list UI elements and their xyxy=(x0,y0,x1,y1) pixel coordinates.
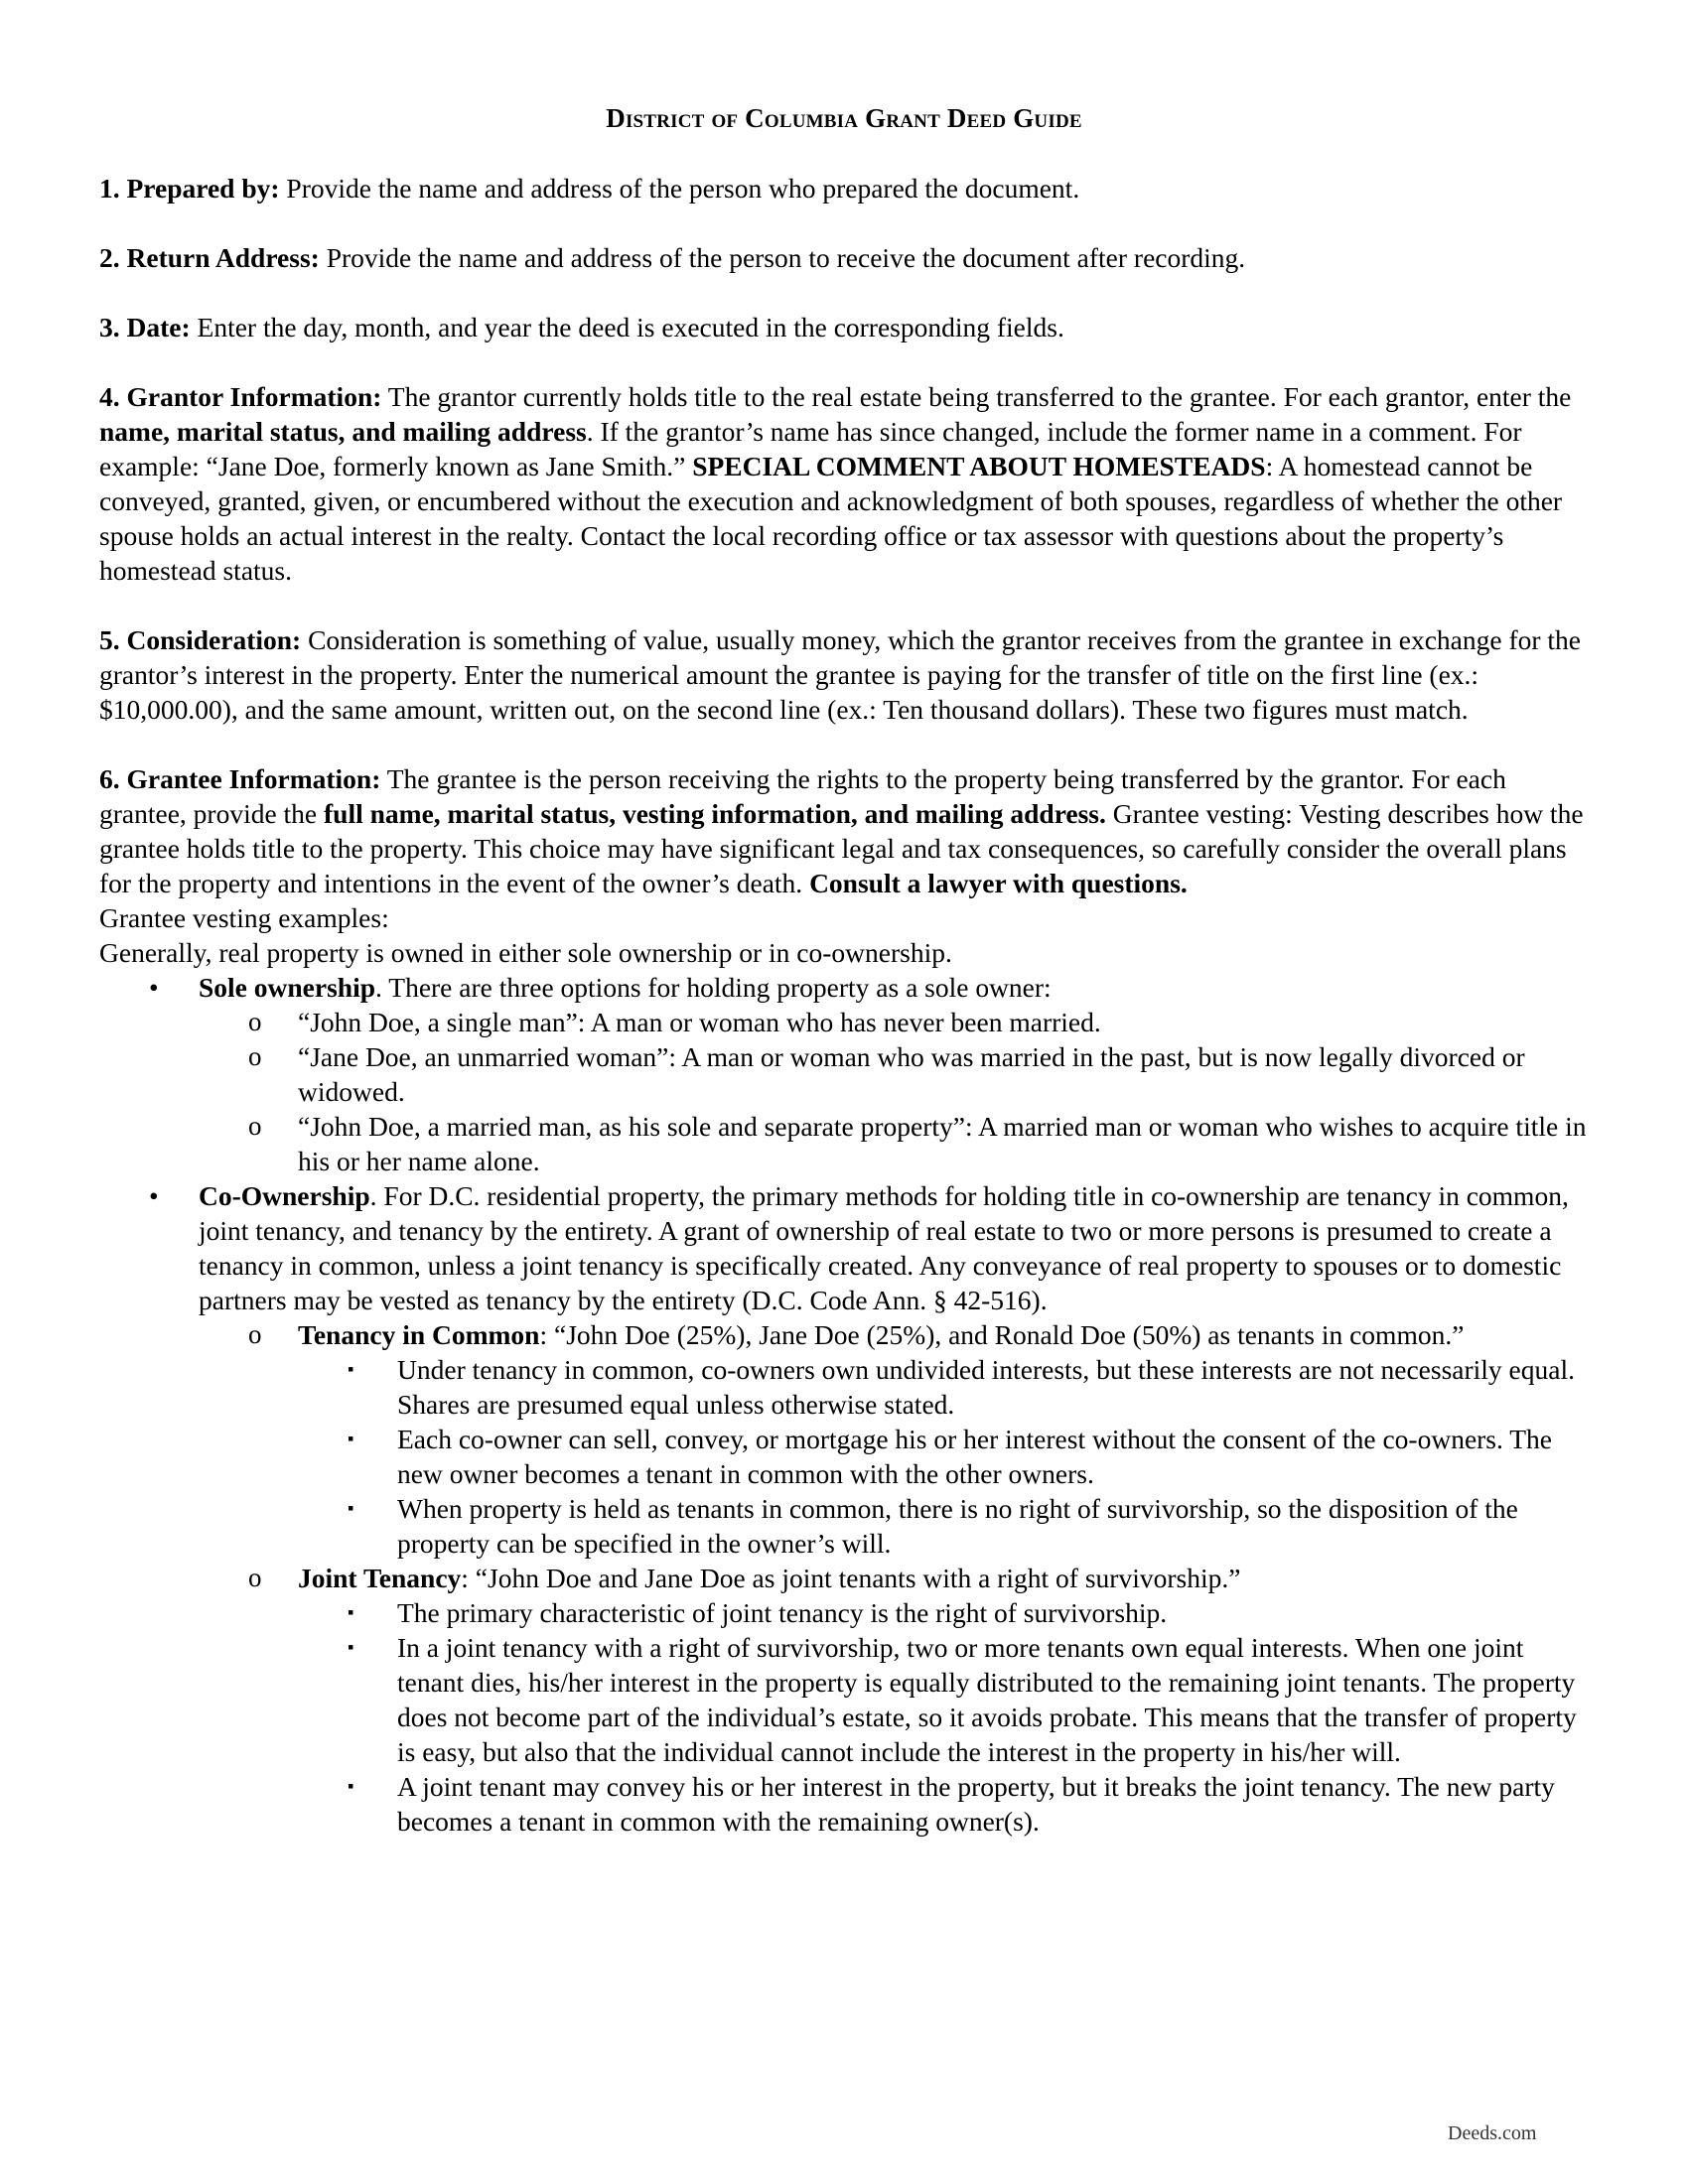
list-item-label: Tenancy in Common xyxy=(298,1319,540,1350)
list-item-text: : “John Doe (25%), Jane Doe (25%), and Ronald Doe (50%) as tenants in common.” xyxy=(539,1319,1465,1350)
list-item-text: “Jane Doe, an unmarried woman”: A man or woman who was married in the past, but is now legally divorced or widowed. xyxy=(298,1041,1525,1107)
section-return-address xyxy=(99,240,1589,275)
section-text: . If the grantor’s name has since changed, include the former name in a comment. For example: “Jane Doe, formerly known as Jane Smith.” xyxy=(99,416,1522,481)
list-item-text: “John Doe, a single man”: A man or woman who has never been married. xyxy=(298,1007,1101,1037)
list-item-text: . There are three options for holding property as a sole owner: xyxy=(375,972,1052,1003)
list-item xyxy=(298,1352,1589,1422)
section-label: 6. Grantee Information: xyxy=(99,763,381,794)
square-bullet-icon: ▪ xyxy=(348,1776,354,1796)
tenancy-in-common-details xyxy=(298,1352,1589,1561)
section-label: 4. Grantor Information: xyxy=(99,381,382,412)
list-item-text: A joint tenant may convey his or her interest in the property, but it breaks the joint tenancy. The new party becomes a tenant in common with the remaining owner(s). xyxy=(397,1771,1555,1837)
section-text: Enter the day, month, and year the deed is executed in the corresponding fields. xyxy=(190,312,1064,342)
emphasis-text: name, marital status, and mailing address xyxy=(99,416,587,447)
section-text: : A homestead cannot be conveyed, granted, given, or encumbered without the execution and acknowledgment of both spouses, regardless of whether the other spouse holds an actual interest in the realty. Contact the local recording office or tax assessor with questions about the property’s homestead status. xyxy=(99,451,1563,586)
square-bullet-icon: ▪ xyxy=(348,1429,354,1448)
section-text: Provide the name and address of the person who prepared the document. xyxy=(279,173,1080,204)
list-item-label: Co-Ownership xyxy=(199,1180,370,1211)
list-item xyxy=(199,1109,1589,1178)
section-label: 2. Return Address: xyxy=(99,242,320,273)
circle-bullet-icon: o xyxy=(248,1111,262,1141)
square-bullet-icon: ▪ xyxy=(348,1602,354,1622)
square-bullet-icon: ▪ xyxy=(348,1359,354,1379)
section-grantee-information xyxy=(99,761,1589,900)
emphasis-text: Consult a lawyer with questions. xyxy=(809,868,1188,898)
list-item-text: When property is held as tenants in common, there is no right of survivorship, so the disposition of the property can be specified in the owner’s will. xyxy=(397,1493,1518,1559)
circle-bullet-icon: o xyxy=(248,1041,262,1071)
list-item-label: Sole ownership xyxy=(199,972,376,1003)
vesting-examples-heading: Grantee vesting examples: xyxy=(99,902,389,933)
list-item-label: Joint Tenancy xyxy=(298,1563,462,1593)
section-label: 3. Date: xyxy=(99,312,191,342)
section-text: Consideration is something of value, usually money, which the grantor receives from the grantee in exchange for the grantor’s interest in the property. Enter the numerical amount the grantee is paying for the transfer of title on the first line (ex.: $10,000.00), and the same amount, written out, on the second line (ex.: Ten thousand dollars). These two figures must match. xyxy=(99,624,1581,725)
section-text: The grantee is the person receiving the rights to the property being transferred by the grantor. For each grantee, provide the xyxy=(99,763,1506,829)
square-bullet-icon: ▪ xyxy=(348,1637,354,1657)
emphasis-text: SPECIAL COMMENT ABOUT HOMESTEADS xyxy=(692,451,1266,481)
footer-brand: Deeds.com xyxy=(1448,2122,1537,2144)
section-prepared-by xyxy=(99,171,1589,205)
list-item xyxy=(298,1491,1589,1561)
document-body xyxy=(99,101,1589,1839)
list-item-joint-tenancy xyxy=(199,1561,1589,1839)
section-consideration xyxy=(99,622,1589,727)
document-title: District of Columbia Grant Deed Guide xyxy=(606,103,1082,133)
list-item xyxy=(298,1595,1589,1630)
emphasis-text: full name, marital status, vesting information, and mailing address. xyxy=(324,798,1106,829)
section-label: 5. Consideration: xyxy=(99,624,302,655)
list-item-text: . For D.C. residential property, the primary methods for holding title in co-ownership are tenancy in common, joint tenancy, and tenancy by the entirety. A grant of ownership of real estate to two or more persons is presumed to create a tenancy in common, unless a joint tenancy is specifically created. Any conveyance of real property to spouses or to domestic partners may be vested as tenancy by the entirety (D.C. Code Ann. § 42-516). xyxy=(199,1180,1569,1315)
list-item-sole-ownership xyxy=(99,970,1589,1178)
list-item-text: : “John Doe and Jane Doe as joint tenants with a right of survivorship.” xyxy=(461,1563,1241,1593)
bullet-icon: • xyxy=(149,972,159,1003)
list-item xyxy=(298,1422,1589,1491)
list-item xyxy=(199,1005,1589,1039)
list-item-tenancy-in-common xyxy=(199,1317,1589,1561)
list-item xyxy=(298,1769,1589,1839)
list-item-text: Under tenancy in common, co-owners own undivided interests, but these interests are not necessarily equal. Shares are presumed equal unless otherwise stated. xyxy=(397,1354,1575,1420)
joint-tenancy-details xyxy=(298,1595,1589,1839)
bullet-icon: • xyxy=(149,1180,159,1211)
section-text: The grantor currently holds title to the real estate being transferred to the grantee. For each grantor, enter the xyxy=(381,381,1572,412)
list-item-text: The primary characteristic of joint tenancy is the right of survivorship. xyxy=(397,1597,1168,1628)
circle-bullet-icon: o xyxy=(248,1563,262,1592)
co-ownership-types-list xyxy=(199,1317,1589,1839)
sole-options-list xyxy=(199,1005,1589,1178)
section-date xyxy=(99,310,1589,344)
section-text: Provide the name and address of the person to receive the document after recording. xyxy=(319,242,1246,273)
ownership-list xyxy=(99,970,1589,1839)
list-item xyxy=(298,1630,1589,1769)
circle-bullet-icon: o xyxy=(248,1007,262,1036)
ownership-intro: Generally, real property is owned in either sole ownership or in co-ownership. xyxy=(99,937,952,968)
list-item-co-ownership xyxy=(99,1178,1589,1839)
square-bullet-icon: ▪ xyxy=(348,1498,354,1518)
section-grantor-information xyxy=(99,379,1589,588)
list-item-text: “John Doe, a married man, as his sole and separate property”: A married man or woman who wishes to acquire title in his or her name alone. xyxy=(298,1111,1587,1176)
list-item-text: In a joint tenancy with a right of survivorship, two or more tenants own equal interests. When one joint tenant dies, his/her interest in the property is equally distributed to the remaining joint tenants. The property does not become part of the individual’s estate, so it avoids probate. This means that the transfer of property is easy, but also that the individual cannot include the interest in the property in his/her will. xyxy=(397,1632,1577,1767)
section-text: Grantee vesting: Vesting describes how the grantee holds title to the property. This choice may have significant legal and tax consequences, so carefully consider the overall plans for the property and intentions in the event of the owner’s death. xyxy=(99,798,1584,898)
section-label: 1. Prepared by: xyxy=(99,173,280,204)
list-item-text: Each co-owner can sell, convey, or mortgage his or her interest without the consent of the co-owners. The new owner becomes a tenant in common with the other owners. xyxy=(397,1424,1553,1489)
circle-bullet-icon: o xyxy=(248,1319,262,1349)
list-item xyxy=(199,1039,1589,1109)
